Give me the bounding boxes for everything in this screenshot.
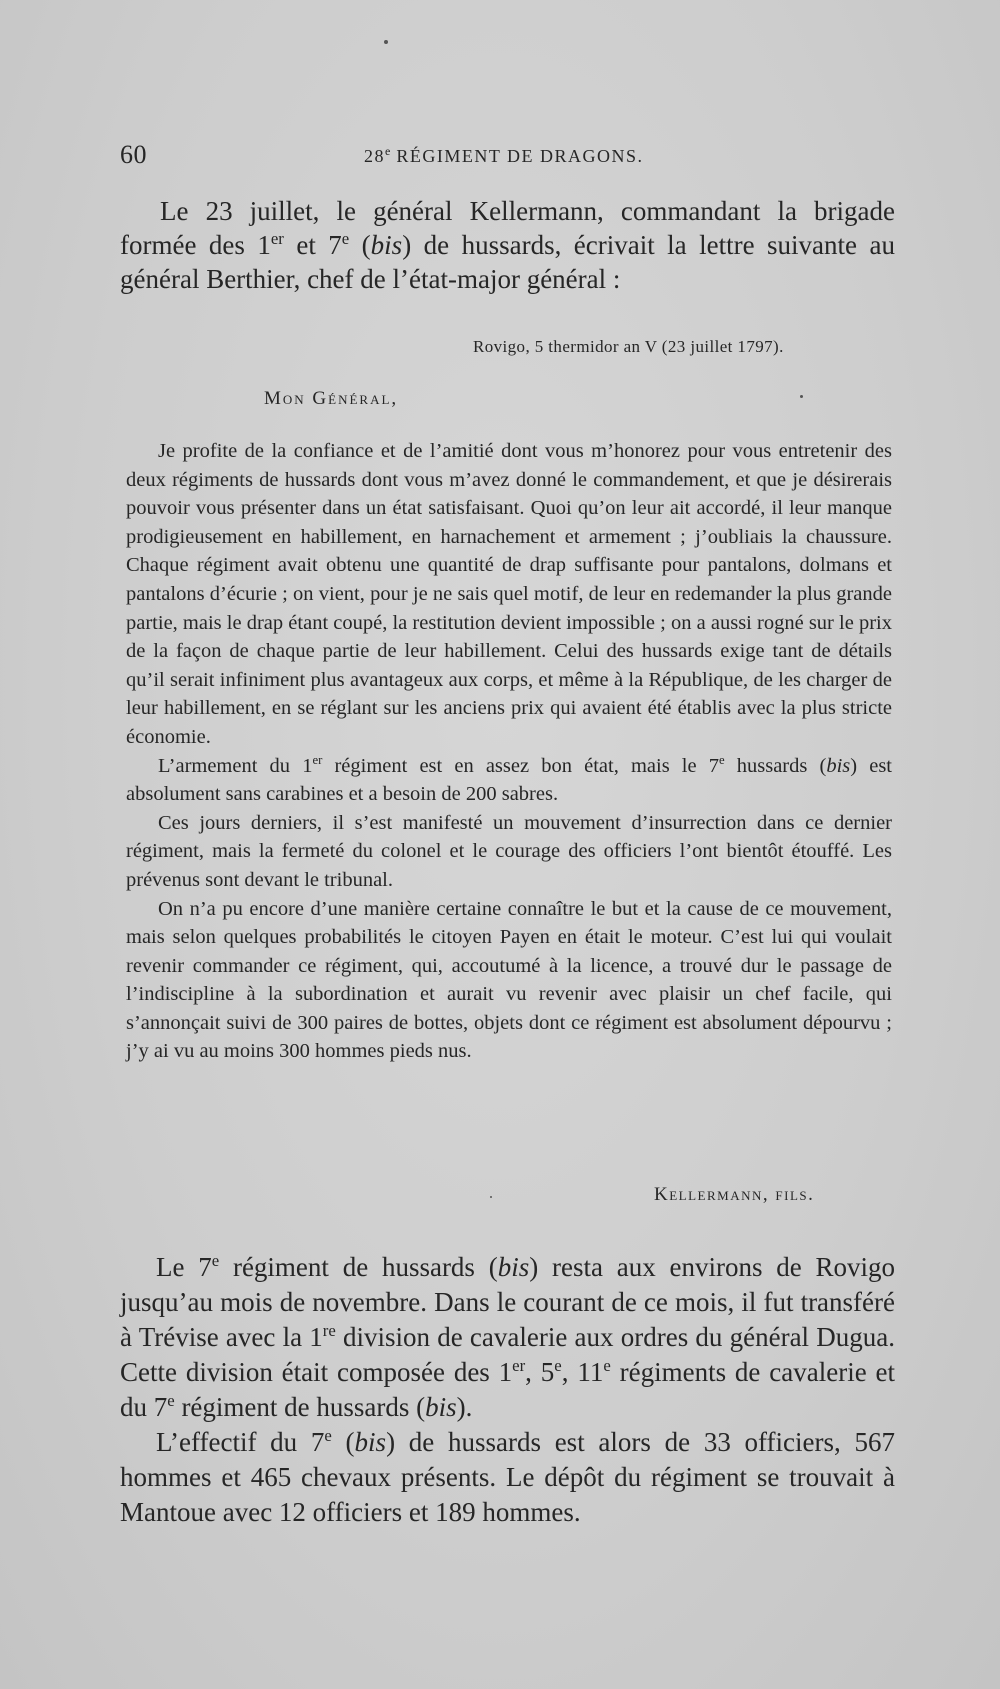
text-run: ) resta aux environs de Rovigo jusqu’au mois de novembre. Dans le courant de ce mois, il fut transféré à Trévise avec la 1 bbox=[120, 1252, 896, 1352]
page-header bbox=[120, 140, 650, 174]
superscript: er bbox=[270, 229, 284, 248]
text-run: hussards ( bbox=[724, 754, 827, 777]
text-run: ( bbox=[331, 1427, 355, 1457]
closing-paragraph bbox=[120, 1250, 895, 1425]
ink-speck bbox=[490, 1196, 492, 1198]
text-run: L’effectif du 7 bbox=[156, 1427, 325, 1457]
intro-paragraph bbox=[120, 194, 895, 296]
text-run: ( bbox=[349, 230, 371, 260]
text-run: L’armement du 1 bbox=[158, 754, 313, 777]
superscript: e bbox=[554, 1356, 562, 1375]
superscript: er bbox=[312, 752, 323, 767]
text-run: , 11 bbox=[561, 1357, 604, 1387]
letter-paragraph: Ces jours derniers, il s’est manifesté un mouvement d’insurrection dans ce dernier régiment, mais la fermeté du colonel et le courage des officiers l’ont bientôt étouffé. Les prévenus sont devant le tribunal. bbox=[126, 811, 892, 891]
letter-signature: Kellermann, fils. bbox=[654, 1184, 815, 1205]
italic-text: bis bbox=[370, 230, 403, 260]
running-head bbox=[364, 146, 644, 167]
text-run: ). bbox=[456, 1392, 473, 1422]
text-run: régiment de hussards ( bbox=[219, 1252, 498, 1282]
text-run: régiments de cavalerie et du 7 bbox=[120, 1357, 896, 1422]
superscript: re bbox=[322, 1321, 336, 1340]
ink-speck bbox=[800, 395, 803, 398]
closing-section bbox=[120, 1250, 895, 1530]
letter-salutation: Mon Général, bbox=[264, 388, 399, 409]
page-number: 60 bbox=[120, 140, 147, 169]
text-run: et 7 bbox=[283, 230, 342, 260]
letter-paragraph: On n’a pu encore d’une manière certaine connaître le but et la cause de ce mouvement, mais selon quelques probabilités le citoyen Payen en était le moteur. C’est lui qui voulait revenir commander ce régiment, qui, accoutumé à la licence, a trouvé dur le passage de l’indiscipline à la subordination et aurait vu revenir avec plaisir un chef facile, qui s’annonçait suivi de 300 paires de bottes, objets dont ce régiment est absolument dépourvu ; j’y ai vu au moins 300 hommes pieds nus. bbox=[126, 897, 892, 1063]
letter-dateline: Rovigo, 5 thermidor an V (23 juillet 1797). bbox=[473, 337, 784, 356]
text-run: régiment de hussards ( bbox=[174, 1392, 426, 1422]
superscript: er bbox=[512, 1356, 526, 1375]
text-run: régiment est en assez bon état, mais le 7 bbox=[322, 754, 719, 777]
letter-paragraph: Je profite de la confiance et de l’amitié dont vous m’honorez pour vous entretenir des deux régiments de hussards dont vous m’avez donné le commandement, et que je désirerais pouvoir vous présenter dans un état satisfaisant. Quoi qu’on leur ait accordé, il leur manque prodigieusement en habillement, en harnachement et armement ; j’oubliais la chaussure. Chaque régiment avait obtenu une quantité de drap suffisante pour pantalons, dolmans et pantalons d’écurie ; on vient, pour je ne sais quel motif, de leur en redemander la plus grande partie, mais le drap étant coupé, la restitution devient impossible ; on a aussi rogné sur le prix de la façon de chaque partie de leur habillement. Celui des hussards exige tant de détails qu’il serait infiniment plus avantageux aux corps, et même à la République, de les charger de leur habillement, en se réglant sur les anciens prix qui avaient été établis avec la plus stricte économie. bbox=[126, 440, 892, 748]
closing-paragraph bbox=[120, 1425, 895, 1530]
letter-paragraph bbox=[126, 752, 892, 809]
text-run: , 5 bbox=[525, 1357, 555, 1387]
ink-speck bbox=[384, 40, 388, 44]
superscript: e bbox=[718, 752, 725, 767]
letter-body bbox=[126, 437, 892, 1066]
text-run: Le 7 bbox=[156, 1252, 212, 1282]
italic-text: bis bbox=[354, 1427, 387, 1457]
superscript: e bbox=[167, 1391, 175, 1410]
text-run: division de cavalerie aux ordres du général Dugua. Cette division était composée des 1 bbox=[120, 1322, 895, 1387]
running-head-number: 28 bbox=[364, 146, 385, 166]
superscript: e bbox=[211, 1251, 220, 1270]
text-run: ) de hussards est alors de 33 officiers, 567 hommes et 465 chevaux présents. Le dépôt du régiment se trouvait à Mantoue avec 12 officiers et 189 hommes. bbox=[120, 1427, 895, 1527]
italic-text: bis bbox=[425, 1392, 457, 1422]
superscript: e bbox=[324, 1426, 332, 1445]
text-run: Le 23 juillet, le général Kellermann, commandant la brigade formée des 1 bbox=[120, 196, 895, 260]
superscript: e bbox=[341, 229, 350, 248]
text-run: ) de hussards, écrivait la lettre suivante au général Berthier, chef de l’état-major général : bbox=[120, 230, 895, 294]
italic-text: bis bbox=[497, 1252, 530, 1282]
running-head-title: RÉGIMENT DE DRAGONS. bbox=[390, 146, 644, 166]
superscript: e bbox=[603, 1356, 611, 1375]
italic-text: bis bbox=[826, 754, 851, 777]
running-head-superscript: e bbox=[385, 144, 391, 158]
intro-text bbox=[120, 194, 895, 296]
text-run: ) est absolument sans carabines et a besoin de 200 sabres. bbox=[126, 754, 892, 806]
